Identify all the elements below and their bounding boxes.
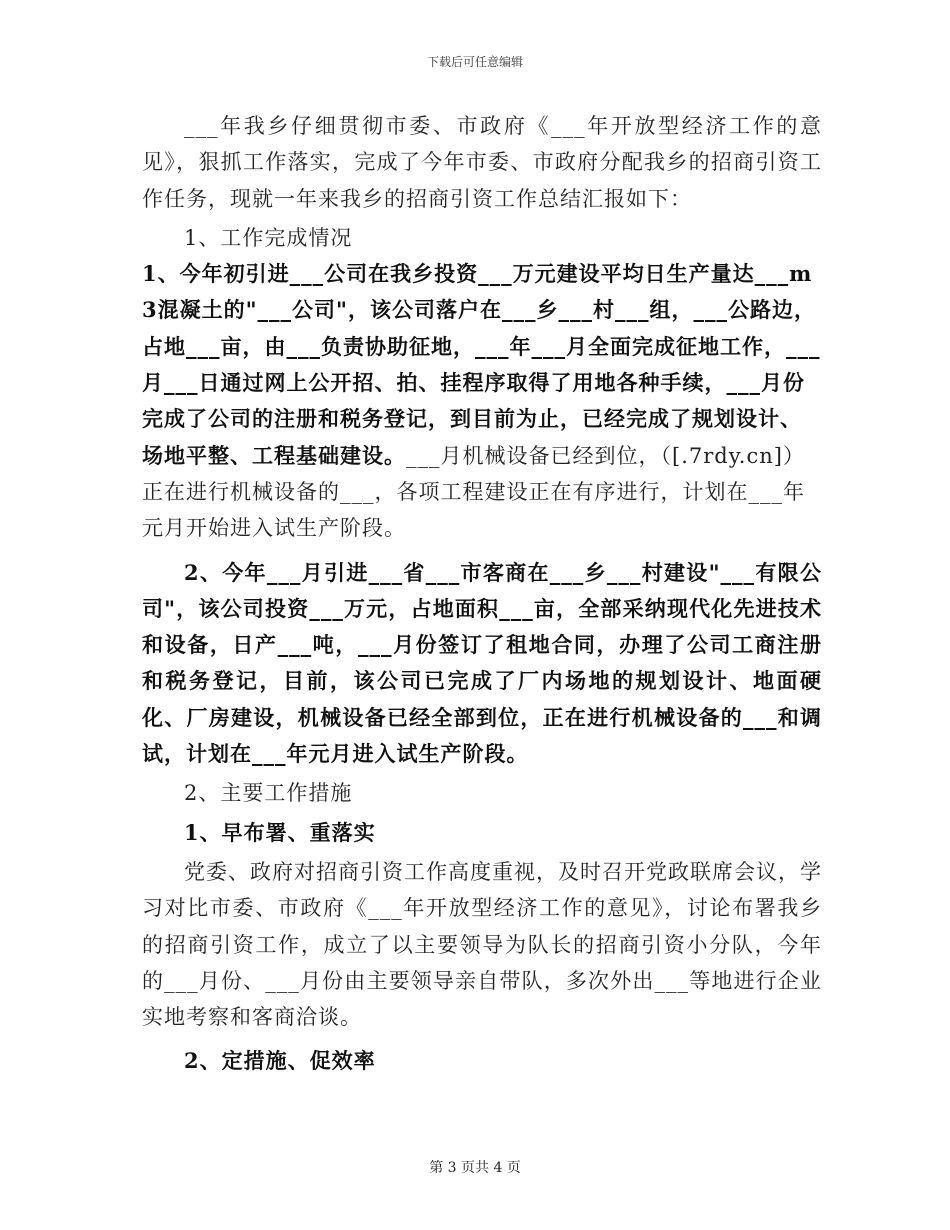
section-heading-main-measures: 2、主要工作措施 xyxy=(184,781,353,806)
subheading-early-deploy: 1、早布署、重落实 xyxy=(184,819,376,845)
intro-paragraph: ___年我乡仔细贯彻市委、市政府《___年开放型经济工作的意见》，狠抓工作落实，完成了今年市委、市政府分配我乡的招商引资工作任务，现就一年来我乡的招商引资工作总结汇报如下： xyxy=(142,114,822,211)
section-heading-work-completion: 1、工作完成情况 xyxy=(184,225,353,250)
document-body xyxy=(142,108,822,1080)
subheading-1-body: 党委、政府对招商引资工作高度重视，及时召开党政联席会议，学习对比市委、市政府《___年开放型经济工作的意见》，讨论布署我乡的招商引资工作，成立了以主要领导为队长的招商引资小分队，今年的___月份、___月份由主要领导亲自带队，多次外出___等地进行企业实地考察和客商洽谈。 xyxy=(142,859,822,1030)
subheading-set-measures: 2、定措施、促效率 xyxy=(184,1048,376,1074)
page-footer: 第 3 页共 4 页 xyxy=(429,1160,521,1176)
page-header: 下载后可任意编辑 xyxy=(426,55,523,69)
item-2-paragraph: 2、今年___月引进___省___市客商在___乡___村建设"___有限公司"，该公司投资___万元，占地面积___亩，全部采纳现代化先进技术和设备，日产___吨，___月份签订了租地合同，办理了公司工商注册和税务登记，目前，该公司已完成了厂内场地的规划设计、地面硬化、厂房建设，机械设备已经全部到位，正在进行机械设备的___和调试，计划在___年元月进入试生产阶段。 xyxy=(142,559,822,767)
item-1-paragraph-regular: ___月机械设备已经到位，（[.7rdy.cn]）正在进行机械设备的___，各项工程建设正在有序进行，计划在___年元月开始进入试生产阶段。 xyxy=(142,443,805,541)
item-1-paragraph-bold: 1、今年初引进___公司在我乡投资___万元建设平均日生产量达___m3混凝土的"___公司"，该公司落户在___乡___村___组，___公路边，占地___亩，由___负责协助征地，___年___月全面完成征地工作，___月___日通过网上公开招、拍、挂程序取得了用地各种手续，___月份完成了公司的注册和税务登记，到目前为止，已经完成了规划设计、场地平整、工程基础建设。 xyxy=(142,261,821,468)
